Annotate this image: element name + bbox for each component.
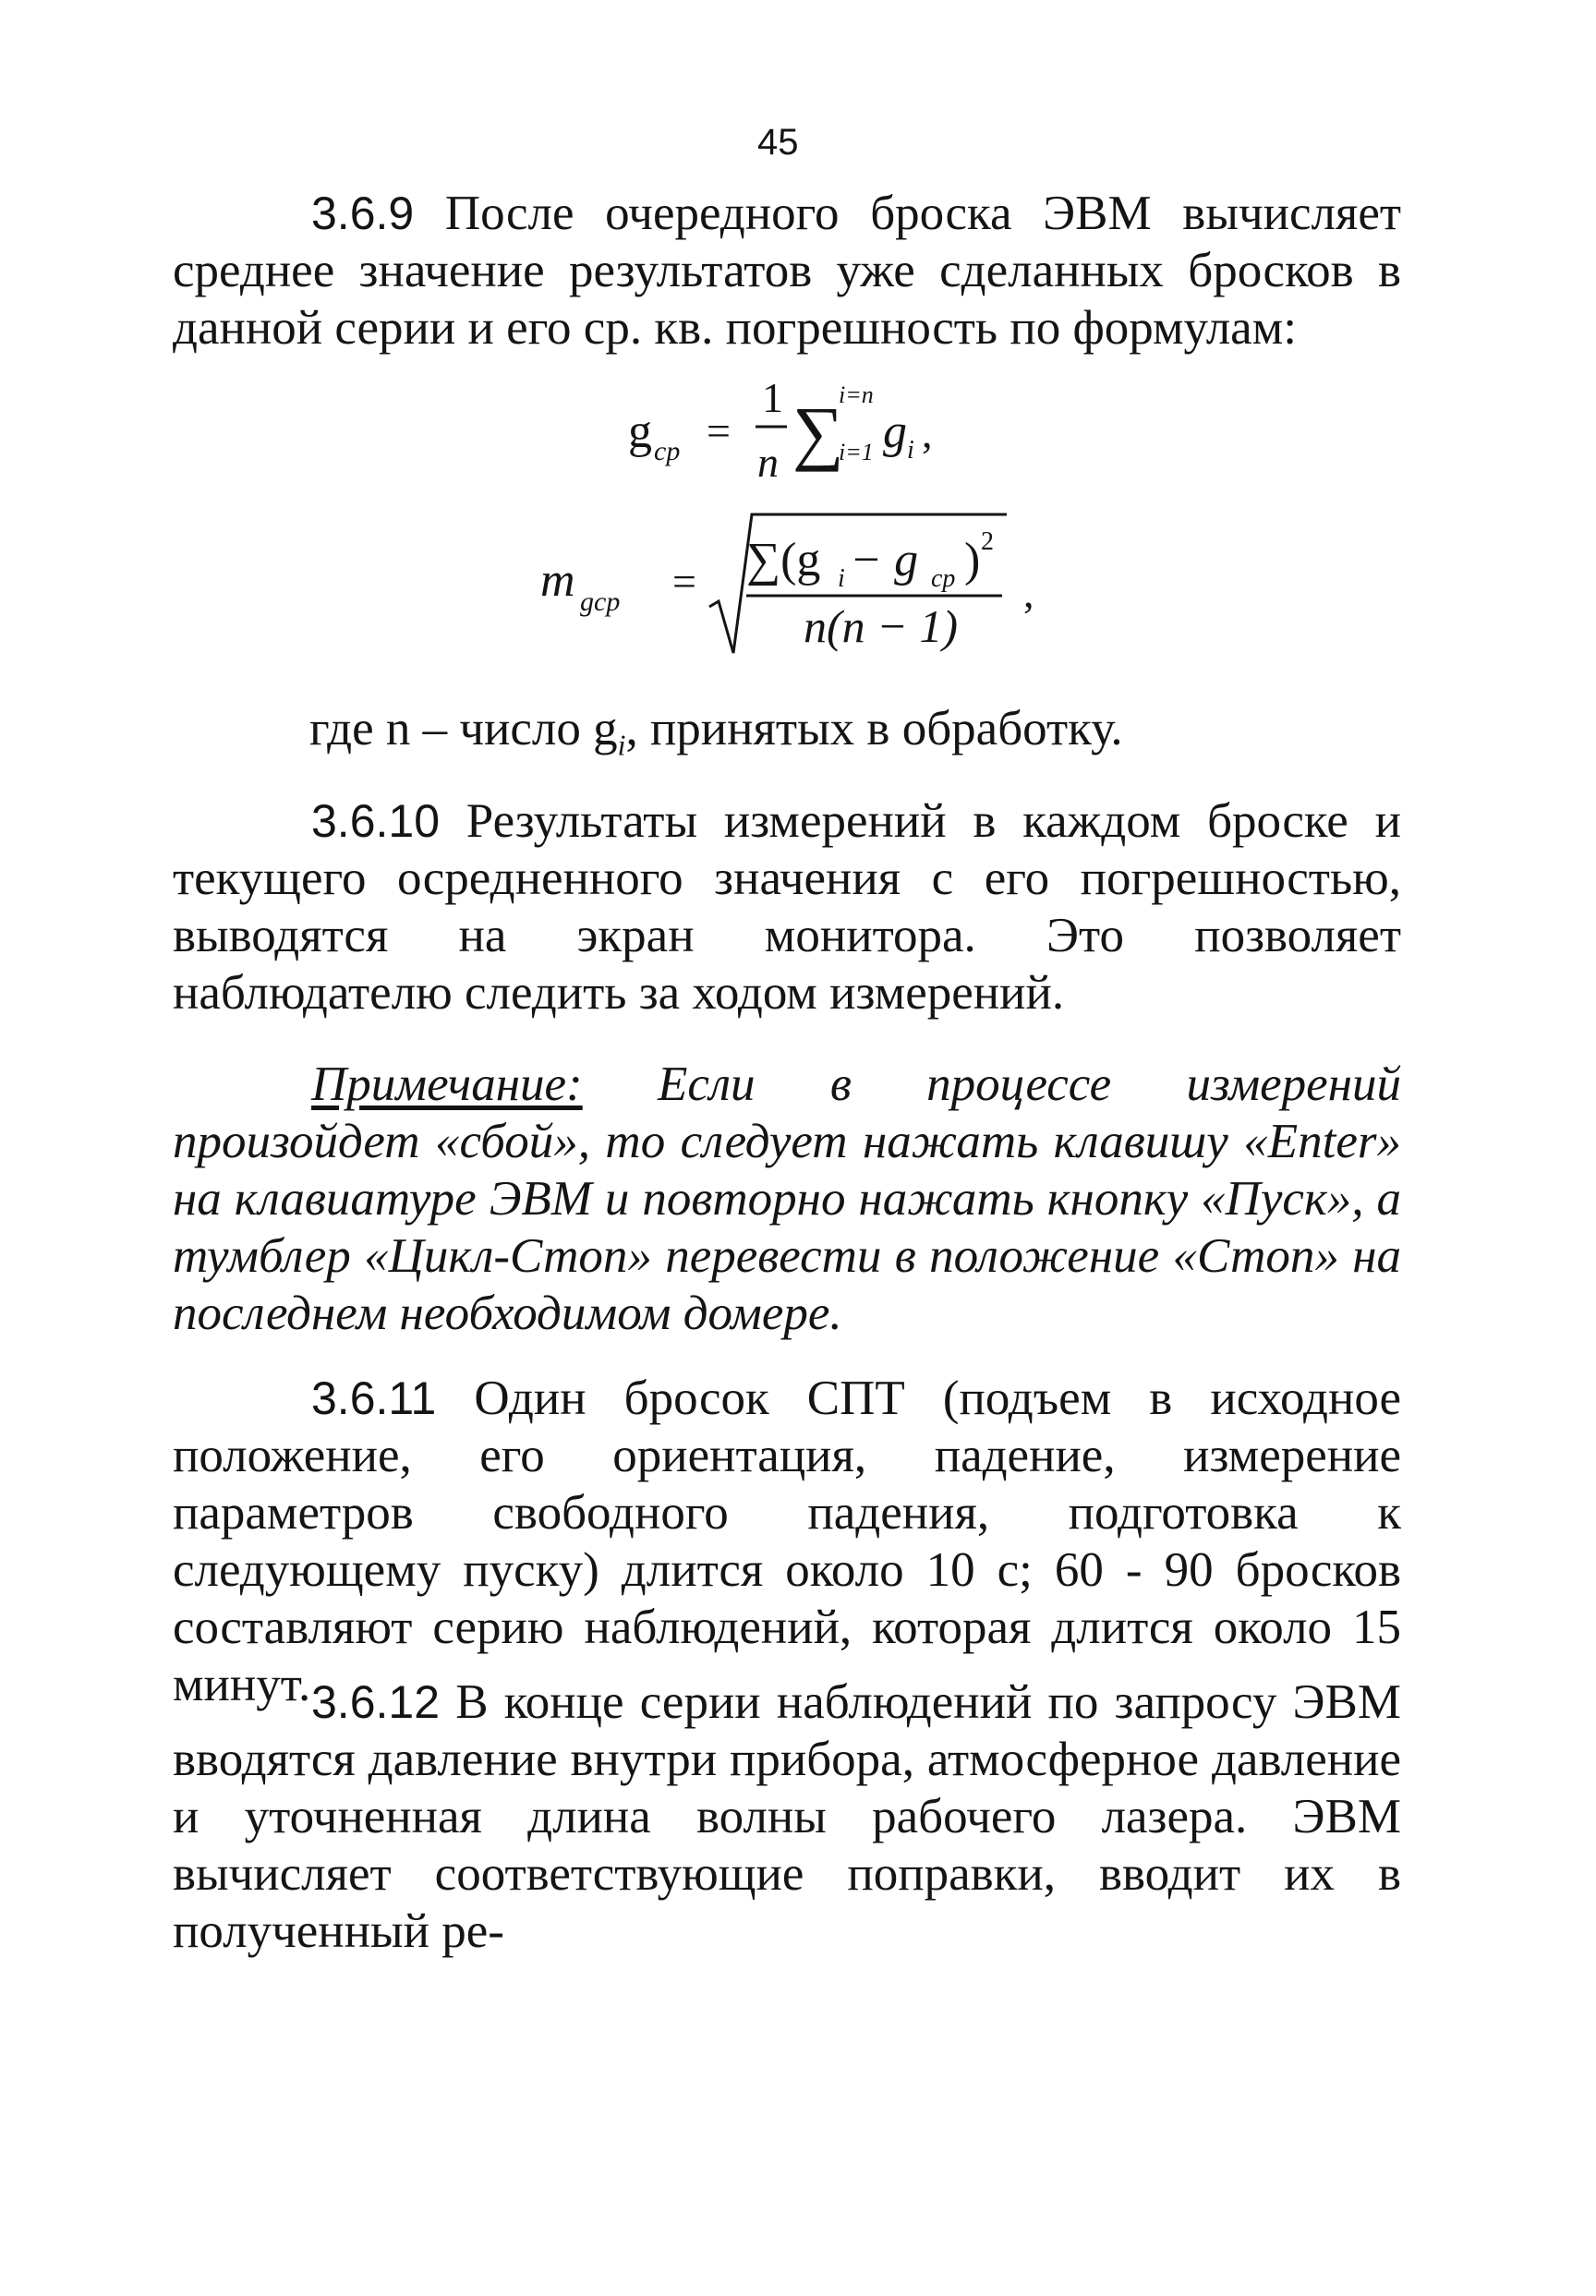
where-line: [309, 700, 1418, 775]
note-label: Примечание:: [311, 1057, 583, 1111]
formula-term-g: g: [883, 405, 907, 458]
paragraph-text: Результаты измерений в каждом броске и текущего осредненного значения с его погрешностью, выводятся на экран монитора. Это позволяет наблюдателю следить за ходом измерений.: [173, 794, 1401, 1020]
section-number: 3.6.11: [311, 1372, 437, 1424]
formula-lhs-m: m: [540, 554, 575, 607]
formula-mean: [610, 368, 1071, 506]
numerator-open: ∑(g: [746, 534, 821, 586]
where-before: где n – число g: [309, 702, 618, 755]
formula-term-sub: i: [907, 436, 914, 465]
formula-lhs-g: g: [628, 405, 652, 458]
formula-lhs-sub: ср: [654, 436, 681, 466]
formula-frac-num: 1: [762, 374, 783, 421]
where-after: , принятых в обработку.: [625, 702, 1123, 755]
paragraph-text: После очередного броска ЭВМ вычисляет среднее значение результатов уже сделанных бросков в данной серии и его ср. кв. погрешность по формулам:: [173, 187, 1401, 355]
paragraph-3-6-10: [173, 792, 1401, 1021]
paragraph-3-6-11: [173, 1370, 1401, 1713]
note-paragraph: [173, 1056, 1401, 1342]
section-number: 3.6.9: [311, 187, 415, 239]
sigma-lower-limit: i=1: [839, 439, 874, 465]
sigma-upper-limit: i=n: [839, 381, 874, 408]
formula-equals: =: [707, 407, 731, 454]
formula-equals: =: [672, 558, 696, 605]
numerator-mid: − g: [850, 534, 919, 586]
paragraph-3-6-9: [173, 185, 1401, 356]
where-sub: i: [617, 729, 626, 762]
section-number: 3.6.10: [311, 795, 441, 847]
numerator-sub-i: i: [838, 564, 845, 593]
formula-tail: ,: [922, 409, 933, 456]
sigma-symbol: ∑: [792, 392, 844, 472]
paragraph-text: Один бросок СПТ (подъем в исходное положение, его ориентация, падение, измерение параметров свободного падения, подготовка к следующему пуску) длится около 10 с; 60 - 90 бросков составляют серию наблюдений, которая длится около 15 минут.: [173, 1372, 1401, 1711]
denominator: n(n − 1): [804, 600, 959, 652]
numerator-sub-cp: ср: [931, 564, 956, 593]
paragraph-3-6-12: [173, 1674, 1401, 1960]
section-number: 3.6.12: [311, 1676, 441, 1728]
formula-lhs-sub: gср: [580, 586, 621, 617]
formula-error: [517, 503, 1090, 670]
formula-frac-den: n: [757, 439, 779, 486]
note-text: Если в процессе измерений произойдет «сбой», то следует нажать клавишу «Enter» на клавиатуре ЭВМ и повторно нажать кнопку «Пуск», а тумблер «Цикл-Стоп» перевести в положение «Стоп» на последнем необходимом домере.: [173, 1057, 1401, 1340]
page-number: 45: [757, 122, 799, 163]
numerator-sup: 2: [981, 527, 994, 556]
paragraph-text: В конце серии наблюдений по запросу ЭВМ вводятся давление внутри прибора, атмосферное давление и уточненная длина волны рабочего лазера. ЭВМ вычисляет соответствующие поправки, вводит их в полученный ре-: [173, 1675, 1401, 1958]
numerator-close: ): [964, 534, 981, 586]
formula-tail: ,: [1023, 569, 1034, 616]
